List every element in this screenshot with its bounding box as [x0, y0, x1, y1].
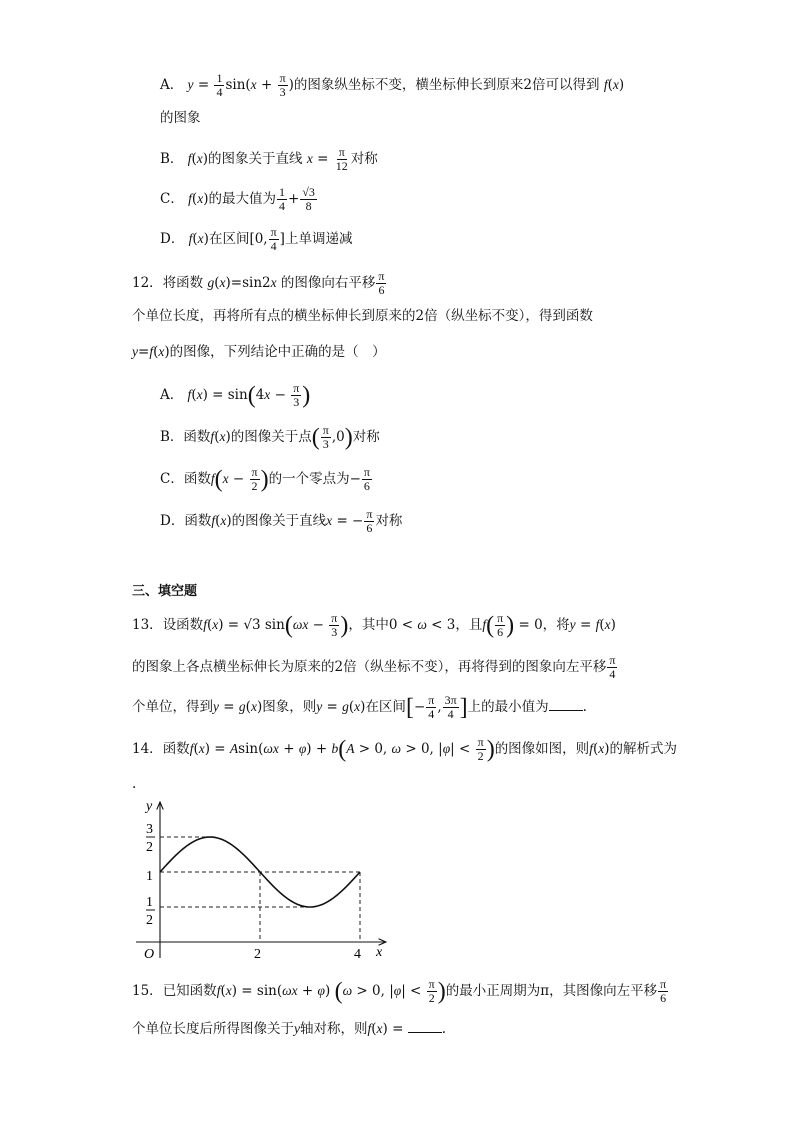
q13-text: 在区间 — [365, 699, 406, 715]
y-tick-1-2 — [146, 895, 155, 928]
q13-text: 个单位，得到 — [132, 699, 213, 715]
q15-text: . — [441, 1021, 447, 1037]
q11-b-text: 的图象关于直线 — [208, 151, 303, 167]
question-number: 12． — [132, 275, 163, 291]
fraction: $\frac{\pi}{6}$ — [660, 977, 667, 1005]
x-tick-2: 2 — [254, 947, 261, 962]
q12-b-tail: 对称 — [352, 429, 380, 445]
q12-d-text: 函数 — [184, 513, 212, 529]
fraction: $\frac{\pi}{3}$ — [331, 611, 338, 639]
axis-label-x: x — [376, 945, 383, 960]
fraction: $\frac{1}{4}$ — [216, 71, 223, 99]
q12-text: 将函数 — [162, 275, 204, 291]
fraction: $\frac{\pi}{3}$ — [322, 423, 329, 451]
fraction: $\frac{\pi}{3}$ — [279, 71, 286, 99]
q11-c-text: 的最大值为 — [208, 191, 276, 207]
fraction: $\frac{3\pi}{4}$ — [444, 693, 457, 721]
option-label: A． — [160, 387, 184, 403]
q12-c-text: 函数 — [183, 471, 211, 487]
answer-blank[interactable] — [408, 1018, 442, 1033]
q11-d-text: 在区间 — [208, 231, 250, 247]
fraction: $\frac{1}{4}$ — [278, 185, 285, 213]
option-label: B． — [160, 151, 184, 167]
q13-line3: 个单位，得到y = g(x)图象，则y = g(x)在区间[− $\frac{\pi}{4}$ , $\frac{3\pi}{4}$ ]上的最小值为 . — [132, 693, 587, 721]
fraction: $\frac{\pi}{2}$ — [477, 735, 484, 763]
y-tick-3-2 — [146, 822, 155, 855]
fraction: $\frac{\pi}{4}$ — [270, 225, 277, 253]
q15-text: 个单位长度后所得图像关于 — [132, 1021, 294, 1037]
q12-b-text: 函数 — [183, 429, 211, 445]
question-number: 15． — [132, 983, 163, 999]
q12-stem-line3: y=f(x)的图像，下列结论中正确的是（ ） — [132, 344, 386, 360]
q13-text: ，其中 — [348, 617, 389, 633]
q12-option-a: A． f(x) = sin(4x − $\frac{\pi}{3}$ ) — [160, 381, 311, 409]
fraction: $\frac{\pi}{6}$ — [497, 611, 504, 639]
q11-option-a: A． y = $\frac{1}{4}$ sin(x + $\frac{\pi}{3}$ )的图象纵坐标不变，横坐标伸长到原来2倍可以得到 f(x) — [160, 71, 625, 99]
q12-b-mid: 的图像关于点 — [230, 429, 312, 445]
q12-option-b: B．函数f(x)的图像关于点( $\frac{\pi}{3}$ ,0)对称 — [160, 423, 380, 451]
q13-text: ，且 — [455, 617, 483, 633]
option-label: D． — [160, 513, 185, 529]
origin-label: O — [144, 947, 155, 962]
q11-option-b: B． f(x)的图象关于直线 x = $\frac{\pi}{12}$ 对称 — [160, 145, 378, 173]
q14-stem: 14．函数f(x) = Asin(ωx + φ) + b(A > 0, ω > 0, |φ| < $\frac{\pi}{2}$ )的图像如图，则f(x)的解析式为 — [132, 735, 678, 763]
q11-option-a-continued: 的图象 — [160, 110, 201, 126]
y-tick-1: 1 — [146, 869, 153, 884]
q11-d-tail: 上单调递减 — [284, 231, 353, 247]
fraction: $\frac{\pi}{3}$ — [293, 381, 300, 409]
q11-a-text: 的图象纵坐标不变，横坐标伸长到原来2倍可以得到 — [293, 77, 600, 93]
fraction: $\frac{√3}{8}$ — [302, 185, 315, 213]
fraction: $\frac{\pi}{2}$ — [251, 465, 258, 493]
math: sin(x + — [225, 77, 277, 93]
q12-text: 的图像向右平移 — [280, 275, 376, 291]
svg-text:1: 1 — [146, 895, 153, 910]
q12-option-c: C．函数f(x − $\frac{\pi}{2}$ )的一个零点为− $\frac{\pi}{6}$ — [160, 465, 370, 493]
q13-text: 图象，则 — [262, 699, 317, 715]
option-label: C． — [160, 191, 184, 207]
svg-text:3: 3 — [146, 822, 153, 837]
axis-label-y: y — [146, 799, 153, 814]
q11-b-tail: 对称 — [350, 151, 378, 167]
option-label: A． — [160, 77, 184, 93]
q15-stem: 15．已知函数f(x) = sin(ωx + φ) (ω > 0, |φ| < $\frac{\pi}{2}$ )的最小正周期为π，其图像向左平移 $\frac{\pi}{6}$ — [132, 977, 667, 1005]
fraction: $\frac{\pi}{4}$ — [609, 653, 616, 681]
option-label: B． — [160, 429, 184, 445]
q11-option-c: C． f(x)的最大值为 $\frac{1}{4}$ + $\frac{√3}{8}$ — [160, 185, 315, 213]
q14-function-graph — [128, 796, 408, 966]
answer-blank[interactable] — [549, 696, 583, 711]
q14-text: 函数 — [162, 741, 190, 757]
q15-line2: 个单位长度后所得图像关于y轴对称，则f(x) = . — [132, 1018, 446, 1039]
fraction: $\frac{\pi}{4}$ — [428, 693, 435, 721]
q12-c-mid: 的一个零点为 — [268, 471, 350, 487]
q13-text: 设函数 — [162, 617, 204, 633]
q13-stem: 13．设函数f(x) = √3 sin(ωx − $\frac{\pi}{3}$ )，其中0 < ω < 3，且f( $\frac{\pi}{6}$ ) = 0，将y = f(x) — [132, 611, 616, 639]
fraction: $\frac{\pi}{12}$ — [335, 145, 348, 173]
q12-text: 的图像，下列结论中正确的是（ ） — [169, 344, 386, 360]
q12-d-mid: 的图像关于直线 — [231, 513, 327, 529]
option-label: C． — [160, 471, 184, 487]
q15-text: 轴对称，则 — [300, 1021, 368, 1037]
q14-text: 的图像如图，则 — [494, 741, 590, 757]
q11-option-d: D． f(x)在区间[0, $\frac{\pi}{4}$ ]上单调递减 — [160, 225, 353, 253]
question-number: 13． — [132, 617, 163, 633]
math: y — [187, 77, 194, 92]
q13-line2 — [132, 654, 618, 681]
q15-text: 的最小正周期为 — [445, 983, 541, 999]
svg-text:2: 2 — [146, 913, 153, 928]
q12-stem-line2: 个单位长度，再将所有点的横坐标伸长到原来的2倍（纵坐标不变），得到函数 — [132, 308, 593, 324]
option-label: D． — [160, 231, 185, 247]
q12-d-tail: 对称 — [375, 513, 403, 529]
fraction: $\frac{\pi}{6}$ — [363, 465, 370, 493]
fraction: $\frac{\pi}{6}$ — [378, 269, 385, 297]
q14-text: 的解析式为 — [609, 741, 678, 757]
section-heading: 三、填空题 — [132, 584, 198, 599]
q13-text: ，将 — [542, 617, 570, 633]
question-number: 14． — [132, 741, 163, 757]
q13-text: 上的最小值为 — [467, 699, 549, 715]
q15-text: ，其图像向左平移 — [549, 983, 658, 999]
q13-text: 的图象上各点横坐标伸长为原来的2倍（纵坐标不变），再将得到的图象向左平移 — [132, 659, 607, 675]
q15-text: 已知函数 — [162, 983, 217, 999]
dashed-guides — [160, 837, 360, 942]
q12-option-d: D．函数f(x)的图像关于直线x = − $\frac{\pi}{6}$ 对称 — [160, 507, 403, 535]
q14-period: . — [132, 776, 137, 792]
math: f — [603, 77, 608, 92]
fraction: $\frac{\pi}{6}$ — [366, 507, 373, 535]
x-tick-4: 4 — [354, 947, 361, 962]
fraction: $\frac{\pi}{2}$ — [428, 977, 435, 1005]
svg-text:2: 2 — [146, 840, 153, 855]
q12-stem: 12．将函数 g(x)=sin2x 的图像向右平移 $\frac{\pi}{6}$ — [132, 269, 385, 297]
